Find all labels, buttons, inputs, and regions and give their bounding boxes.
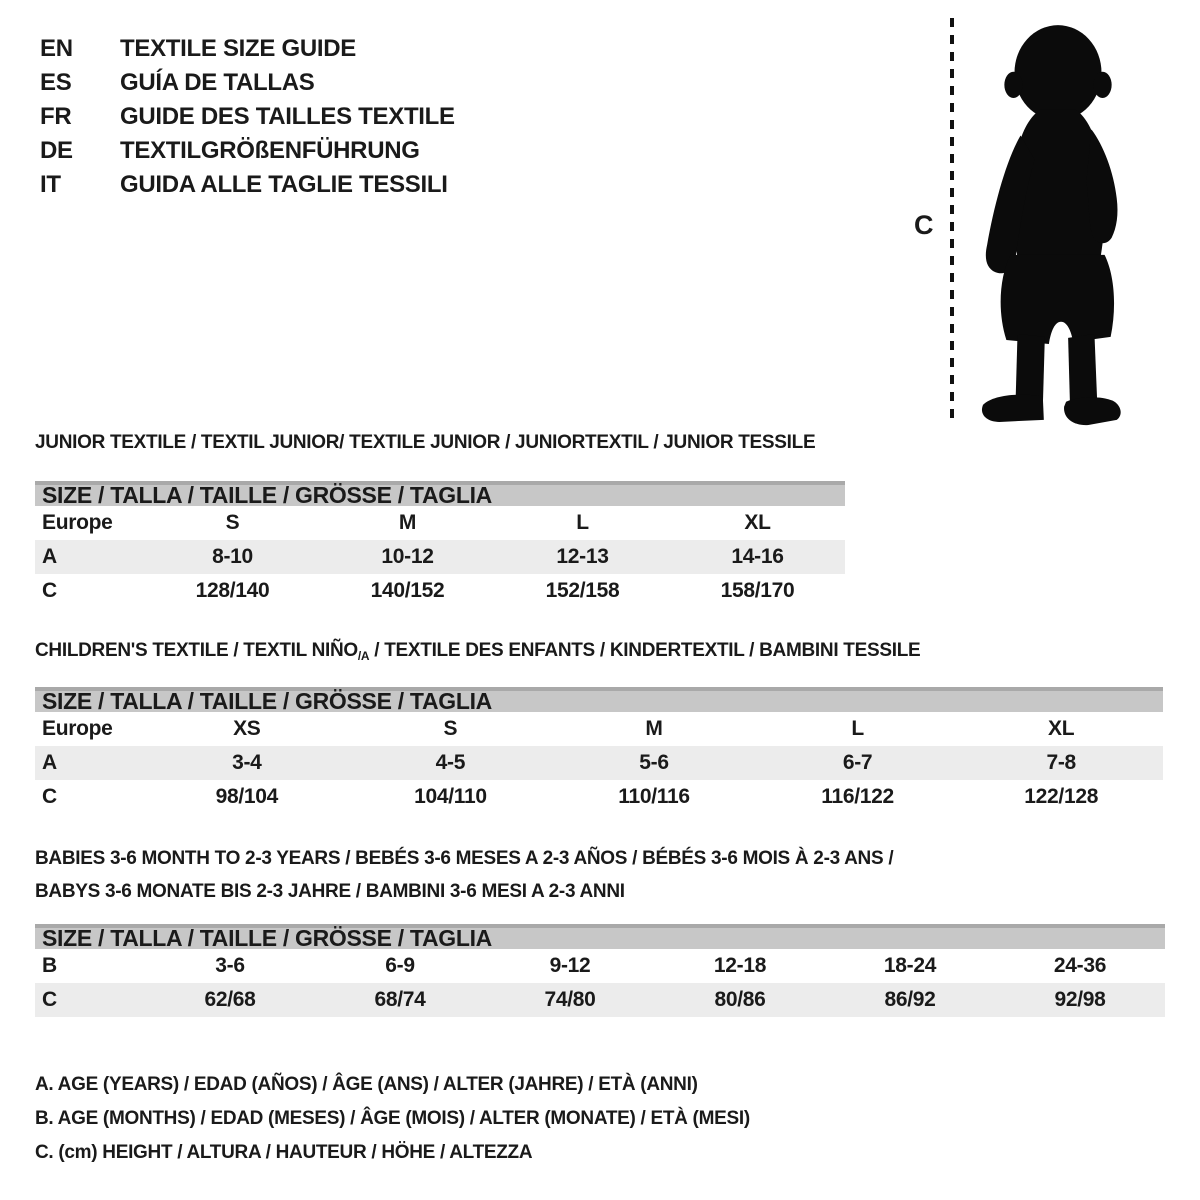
- table-cell: 12-18: [713, 954, 767, 977]
- table-cell: 104/110: [414, 785, 487, 808]
- table-cell: 6-7: [842, 751, 873, 774]
- lang-row-es: [40, 66, 455, 100]
- section-title-line1: BABIES 3-6 MONTH TO 2-3 YEARS / BEBÉS 3-6 MESES A 2-3 AÑOS / BÉBÉS 3-6 MOIS À 2-3 ANS /: [35, 848, 894, 869]
- toddler-silhouette-icon: [958, 12, 1158, 427]
- junior-table-rows: [35, 506, 845, 608]
- lang-row-en: [40, 32, 455, 66]
- table-cell: 18-24: [883, 954, 937, 977]
- legend-b: B. AGE (MONTHS) / EDAD (MESES) / ÂGE (MOIS) / ALTER (MONATE) / ETÀ (MESI): [35, 1108, 750, 1129]
- lang-title: GUIDE DES TAILLES TEXTILE: [120, 103, 455, 130]
- table-cell: 140/152: [370, 579, 445, 602]
- measure-legend: [35, 1068, 750, 1170]
- table-cell: 80/86: [714, 988, 766, 1011]
- lang-title: GUIDA ALLE TAGLIE TESSILI: [120, 171, 448, 198]
- legend-c: C. (cm) HEIGHT / ALTURA / HAUTEUR / HÖHE / ALTEZZA: [35, 1142, 533, 1163]
- table-cell: 8-10: [212, 545, 253, 568]
- lang-code: DE: [40, 137, 73, 164]
- table-cell: M: [398, 511, 417, 534]
- row-label: C: [42, 988, 57, 1011]
- babies-table-rows: [35, 949, 1165, 1017]
- lang-code: ES: [40, 69, 72, 96]
- table-cell: 10-12: [381, 545, 434, 568]
- table-row: [35, 574, 845, 608]
- table-cell: 14-16: [731, 545, 784, 568]
- table-cell: 9-12: [549, 954, 591, 977]
- table-cell: M: [645, 717, 663, 740]
- legend-a: A. AGE (YEARS) / EDAD (AÑOS) / ÂGE (ANS) / ALTER (JAHRE) / ETÀ (ANNI): [35, 1074, 698, 1095]
- section-title: [35, 640, 1163, 663]
- table-cell: 86/92: [884, 988, 936, 1011]
- table-row: [35, 746, 1163, 780]
- table-cell: 4-5: [435, 751, 466, 774]
- table-row: [35, 540, 845, 574]
- lang-title: TEXTILE SIZE GUIDE: [120, 35, 356, 62]
- table-cell: 62/68: [204, 988, 256, 1011]
- lang-row-de: [40, 134, 455, 168]
- table-row: [35, 506, 845, 540]
- lang-row-fr: [40, 100, 455, 134]
- section-children-textile: [35, 640, 1163, 814]
- row-label: C: [42, 579, 57, 602]
- table-cell: L: [851, 717, 864, 740]
- table-cell: XL: [744, 511, 771, 534]
- table-cell: 7-8: [1046, 751, 1076, 774]
- table-row: [35, 780, 1163, 814]
- table-cell: 92/98: [1054, 988, 1106, 1011]
- lang-title: GUÍA DE TALLAS: [120, 69, 315, 96]
- lang-row-it: [40, 168, 455, 202]
- table-cell: 3-4: [232, 751, 262, 774]
- babies-size-table: [35, 924, 1165, 1017]
- table-cell: 24-36: [1053, 954, 1107, 977]
- table-row: [35, 949, 1165, 983]
- table-cell: 12-13: [556, 545, 609, 568]
- junior-size-table: [35, 481, 845, 608]
- children-size-table: [35, 687, 1163, 814]
- table-cell: 5-6: [639, 751, 669, 774]
- table-cell: 98/104: [215, 785, 279, 808]
- title-subscript: /A: [357, 649, 370, 663]
- row-label: B: [42, 954, 57, 977]
- table-cell: XL: [1048, 717, 1075, 740]
- language-title-list: [40, 32, 455, 202]
- height-measure-figure: [900, 10, 1190, 430]
- title-part: / TEXTILE DES ENFANTS / KINDERTEXTIL / BAMBINI TESSILE: [369, 640, 921, 661]
- title-part: CHILDREN'S TEXTILE / TEXTIL NIÑO: [35, 640, 358, 661]
- table-cell: 152/158: [545, 579, 620, 602]
- row-label: A: [42, 751, 57, 774]
- lang-title: TEXTILGRÖßENFÜHRUNG: [120, 137, 420, 164]
- table-cell: XS: [233, 717, 261, 740]
- section-junior-textile: [35, 432, 845, 608]
- section-title-line2: BABYS 3-6 MONATE BIS 2-3 JAHRE / BAMBINI 3-6 MESI A 2-3 ANNI: [35, 881, 625, 902]
- measure-c-label: C: [914, 210, 934, 240]
- lang-code: FR: [40, 103, 72, 130]
- table-cell: 110/116: [618, 785, 690, 808]
- row-label: C: [42, 785, 57, 808]
- children-table-rows: [35, 712, 1163, 814]
- table-row: [35, 983, 1165, 1017]
- table-cell: 3-6: [215, 954, 245, 977]
- table-cell: 158/170: [720, 579, 795, 602]
- dashed-measure-line: [950, 18, 954, 418]
- section-title: JUNIOR TEXTILE / TEXTIL JUNIOR/ TEXTILE JUNIOR / JUNIORTEXTIL / JUNIOR TESSILE: [35, 432, 816, 453]
- row-label: A: [42, 545, 57, 568]
- table-cell: L: [576, 511, 589, 534]
- lang-code: EN: [40, 35, 73, 62]
- table-cell: S: [225, 511, 240, 534]
- table-cell: 6-9: [385, 954, 415, 977]
- table-cell: 122/128: [1024, 785, 1099, 808]
- table-row: [35, 712, 1163, 746]
- table-cell: 74/80: [544, 988, 596, 1011]
- lang-code: IT: [40, 171, 61, 198]
- table-cell: 128/140: [195, 579, 270, 602]
- table-cell: 68/74: [374, 988, 426, 1011]
- size-header-bar: SIZE / TALLA / TAILLE / GRÖSSE / TAGLIA: [35, 924, 1165, 949]
- table-cell: 116/122: [821, 785, 894, 808]
- table-cell: S: [443, 717, 458, 740]
- size-header-bar: SIZE / TALLA / TAILLE / GRÖSSE / TAGLIA: [35, 481, 845, 506]
- section-babies-textile: [35, 848, 1165, 1017]
- row-label: Europe: [42, 511, 113, 534]
- row-label: Europe: [42, 717, 113, 740]
- size-header-bar: SIZE / TALLA / TAILLE / GRÖSSE / TAGLIA: [35, 687, 1163, 712]
